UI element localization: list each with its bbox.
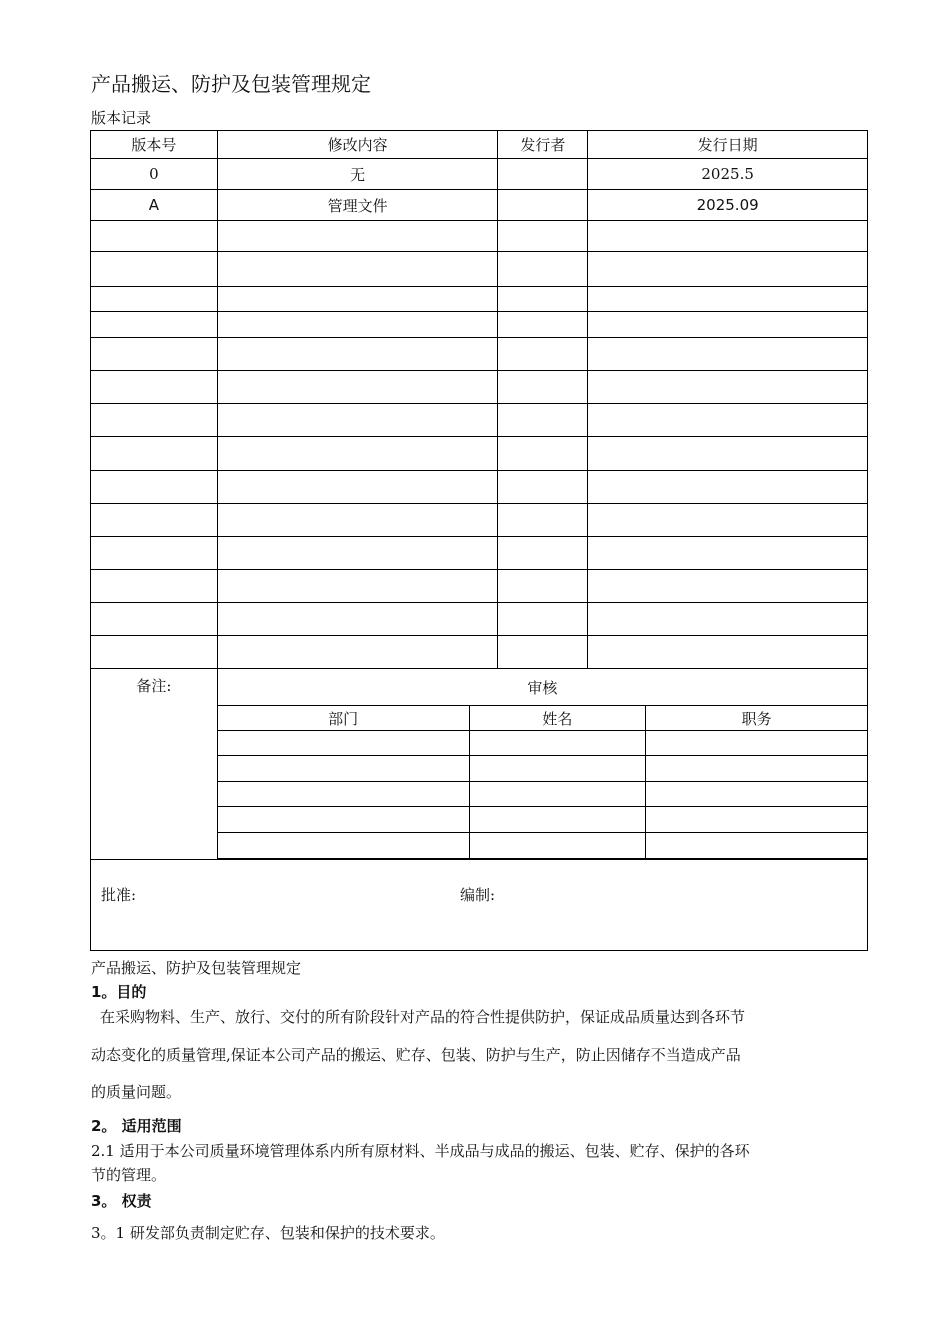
empty-row (91, 471, 868, 504)
empty-row (91, 338, 868, 371)
empty-row (91, 221, 868, 252)
approval-table (90, 668, 868, 951)
review-row (217, 782, 867, 807)
empty-row (91, 636, 868, 669)
header-department: 部门 (217, 706, 469, 731)
empty-row (91, 504, 868, 537)
section-3-paragraph-line: 3。1 研发部负责制定贮存、包装和保护的技术要求。 (91, 1224, 445, 1242)
review-heading: 审核 (217, 669, 867, 706)
empty-row (91, 537, 868, 570)
header-changes: 修改内容 (217, 131, 498, 159)
document-title: 产品搬运、防护及包装管理规定 (91, 72, 371, 96)
cell-issuer (498, 159, 588, 190)
version-record-label: 版本记录 (91, 109, 152, 127)
cell-version: A (91, 190, 218, 221)
cell-date: 2025.5 (588, 159, 868, 190)
signature-cell (91, 860, 868, 951)
cell-version: 0 (91, 159, 218, 190)
section-1-paragraph-line: 在采购物料、生产、放行、交付的所有阶段针对产品的符合性提供防护，保证成品质量达到各环节 (100, 1008, 746, 1026)
table-row (91, 159, 868, 190)
remarks-label: 备注: (136, 677, 172, 695)
empty-row (91, 404, 868, 437)
section-3-heading: 3。 权责 (91, 1192, 152, 1210)
remarks-cell (91, 669, 218, 860)
compile-label: 编制: (460, 886, 496, 904)
cell-changes: 管理文件 (217, 190, 498, 221)
table-row (91, 190, 868, 221)
empty-row (91, 603, 868, 636)
review-row (217, 756, 867, 782)
header-issue-date: 发行日期 (588, 131, 868, 159)
section-2-paragraph-line: 2.1 适用于本公司质量环境管理体系内所有原材料、半成品与成品的搬运、包装、贮存、保护的各环 (91, 1142, 750, 1160)
cell-date: 2025.09 (588, 190, 868, 221)
section-1-heading: 1。目的 (91, 983, 147, 1001)
header-version: 版本号 (91, 131, 218, 159)
empty-row (91, 252, 868, 287)
cell-changes: 无 (217, 159, 498, 190)
review-table (217, 668, 868, 859)
revision-header-row (91, 131, 868, 159)
header-issuer: 发行者 (498, 131, 588, 159)
empty-row (91, 437, 868, 471)
section-2-paragraph-line: 节的管理。 (91, 1166, 167, 1184)
empty-row (91, 371, 868, 404)
review-row (217, 731, 867, 756)
header-name: 姓名 (469, 706, 646, 731)
section-1-paragraph-line: 动态变化的质量管理,保证本公司产品的搬运、贮存、包装、防护与生产，防止因储存不当造成产品 (91, 1046, 741, 1064)
cell-issuer (498, 190, 588, 221)
section-subtitle: 产品搬运、防护及包装管理规定 (91, 959, 302, 977)
revision-table (90, 130, 868, 669)
review-header-row (217, 706, 867, 731)
approve-label: 批准: (101, 886, 137, 904)
review-row (217, 833, 867, 859)
review-row (217, 807, 867, 833)
empty-row (91, 570, 868, 603)
section-1-paragraph-line: 的质量问题。 (91, 1083, 182, 1101)
section-2-heading: 2。 适用范围 (91, 1117, 182, 1135)
header-position: 职务 (646, 706, 868, 731)
empty-row (91, 312, 868, 338)
empty-row (91, 287, 868, 312)
